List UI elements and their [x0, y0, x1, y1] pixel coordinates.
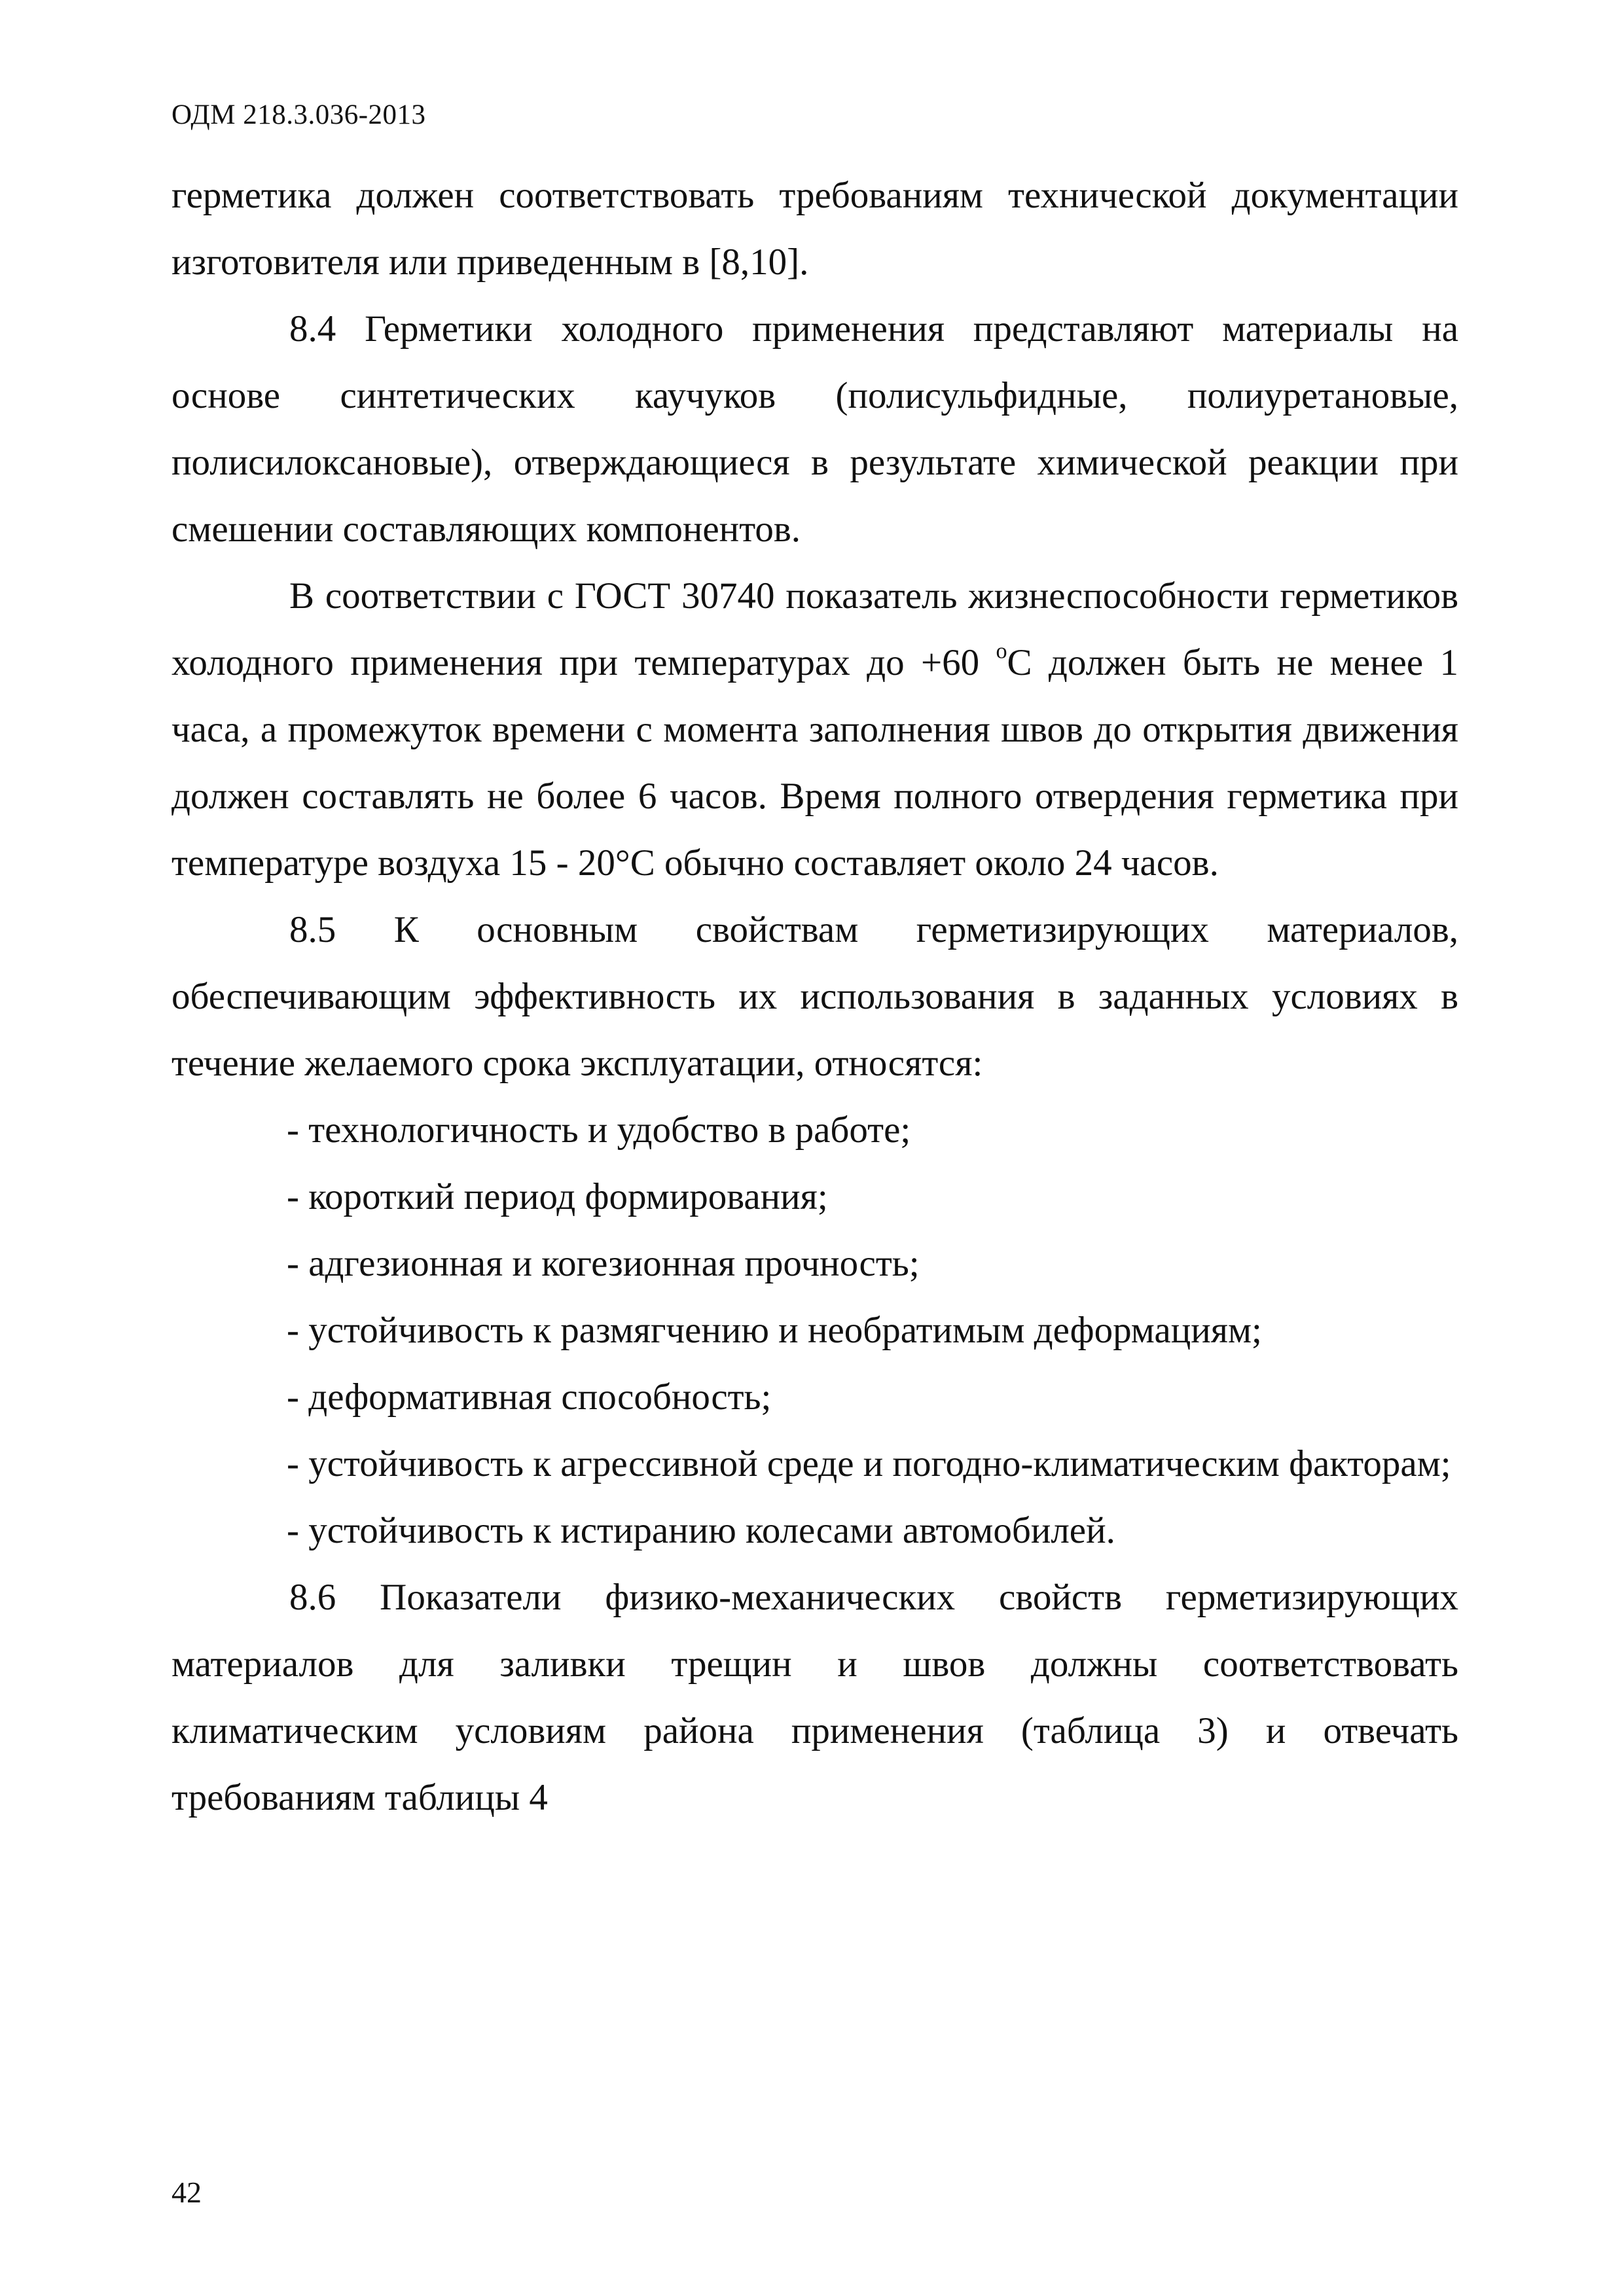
- page-number: 42: [171, 2176, 202, 2209]
- paragraph-continuation: герметика должен соответствовать требованиям технической документации изготовителя или приведенным в [8,10].: [171, 175, 1458, 283]
- list-item: - устойчивость к размягчению и необратимым деформациям;: [287, 1310, 1262, 1351]
- paragraph-8-4: 8.4 Герметики холодного применения представляют материалы на основе синтетических каучуков (полисульфидные, полиуретановые, полисилоксановые), отверждающиеся в результате химической реакции при смешении составляющих компонентов.: [171, 308, 1458, 550]
- list-item: - технологичность и удобство в работе;: [287, 1109, 911, 1151]
- page-body: [171, 162, 1458, 1831]
- degree-superscript: o: [996, 639, 1007, 664]
- document-code-header: ОДМ 218.3.036-2013: [171, 99, 426, 130]
- paragraph-text-part-1: В соответствии с ГОСТ 30740 показатель жизнеспособности герметиков холодного применения при температурах до +60: [171, 575, 1458, 683]
- paragraph-8-6: 8.6 Показатели физико-механических свойств герметизирующих материалов для заливки трещин и швов должны соответствовать климатическим условиям района применения (таблица 3) и отвечать требованиям таблицы 4: [171, 1577, 1458, 1818]
- list-item: - адгезионная и когезионная прочность;: [287, 1243, 920, 1284]
- list-item: - устойчивость к агрессивной среде и погодно-климатическим факторам;: [287, 1443, 1451, 1484]
- paragraph-8-5: 8.5 К основным свойствам герметизирующих материалов, обеспечивающим эффективность их использования в заданных условиях в течение желаемого срока эксплуатации, относятся:: [171, 909, 1458, 1084]
- paragraph-gost-30740: [171, 563, 1458, 897]
- list-item: - устойчивость к истиранию колесами автомобилей.: [287, 1510, 1115, 1551]
- paragraph-text-part-2: С должен быть не менее 1 часа, а промежуток времени с момента заполнения швов до открытия движения должен составлять не более 6 часов. Время полного отвердения герметика при температуре воздуха 15 - 20°С обычно составляет около 24 часов.: [171, 642, 1458, 884]
- list-item: - короткий период формирования;: [287, 1176, 828, 1217]
- list-item: - деформативная способность;: [287, 1376, 772, 1418]
